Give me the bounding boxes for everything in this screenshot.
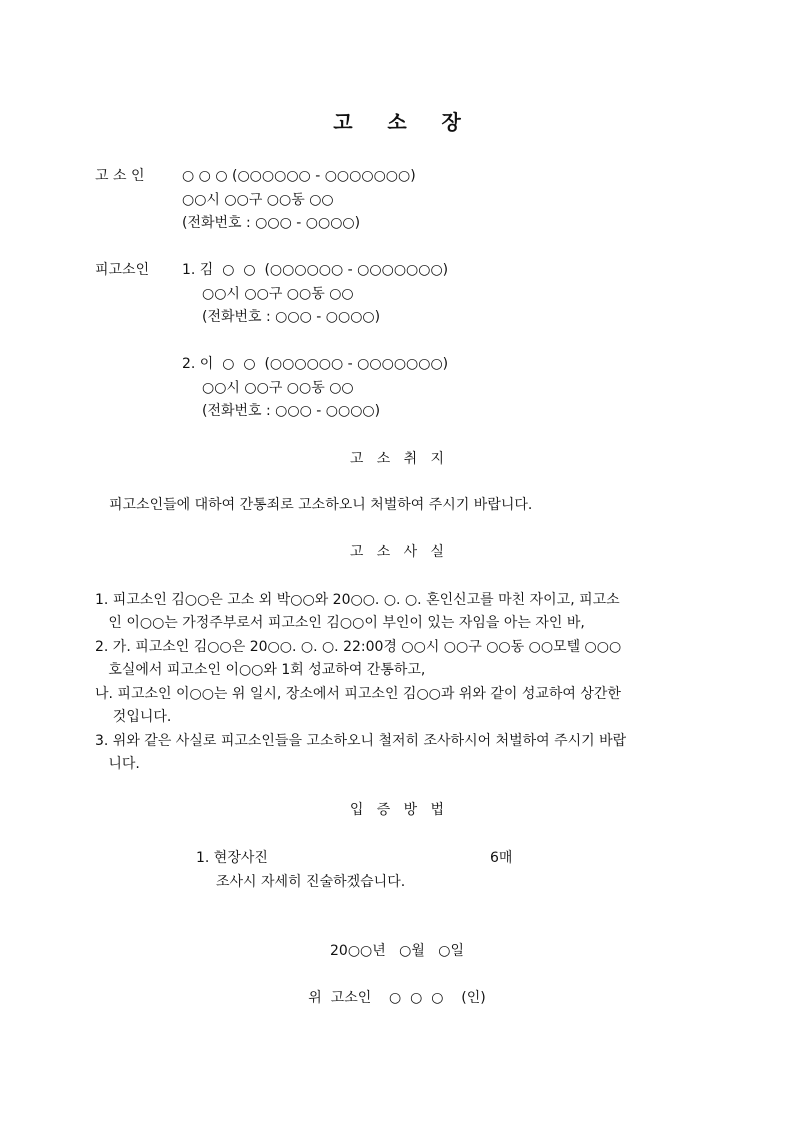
purpose-text: 피고소인들에 대하여 간통죄로 고소하오니 처벌하여 주시기 바랍니다. — [109, 497, 533, 513]
purpose-heading: 고 소 취 지 — [349, 451, 445, 467]
evidence-note: 조사시 자세히 진술하겠습니다. — [216, 874, 406, 890]
evidence-item: 1. 현장사진 — [196, 850, 268, 866]
facts-line: 인 이○○는 가정주부로서 피고소인 김○○이 부인이 있는 자임을 아는 자인 바, — [95, 615, 585, 631]
complainant-label: 고 소 인 — [95, 168, 145, 184]
facts-line: 니다. — [95, 756, 140, 772]
defendants-label: 피고소인 — [95, 262, 150, 278]
defendant-name: 2. 이 ○ ○ (○○○○○○ - ○○○○○○○) — [182, 356, 449, 372]
facts-line: 나. 피고소인 이○○는 위 일시, 장소에서 피고소인 김○○과 위와 같이 성교하여 상간한 — [95, 686, 621, 702]
facts-heading: 고 소 사 실 — [349, 544, 445, 560]
evidence-heading: 입 증 방 법 — [349, 802, 445, 818]
document-title: 고 소 장 — [333, 110, 461, 134]
facts-line: 1. 피고소인 김○○은 고소 외 박○○와 20○○. ○. ○. 혼인신고를 마친 자이고, 피고소 — [95, 592, 620, 608]
defendant-phone: (전화번호 : ○○○ - ○○○○) — [202, 309, 381, 325]
complainant-address: ○○시 ○○구 ○○동 ○○ — [182, 192, 334, 208]
evidence-count: 6매 — [490, 850, 513, 866]
complainant-phone: (전화번호 : ○○○ - ○○○○) — [182, 215, 361, 231]
facts-line: 것입니다. — [95, 709, 172, 725]
facts-line: 3. 위와 같은 사실로 피고소인들을 고소하오니 철저히 조사하시어 처벌하여 주시기 바랍 — [95, 733, 627, 749]
facts-line: 호실에서 피고소인 이○○와 1회 성교하여 간통하고, — [95, 662, 426, 678]
defendant-name: 1. 김 ○ ○ (○○○○○○ - ○○○○○○○) — [182, 262, 449, 278]
defendant-phone: (전화번호 : ○○○ - ○○○○) — [202, 403, 381, 419]
document-date: 20○○년 ○월 ○일 — [330, 943, 464, 959]
complainant-name: ○ ○ ○ (○○○○○○ - ○○○○○○○) — [182, 168, 416, 184]
signature-line: 위 고소인 ○ ○ ○ (인) — [308, 990, 486, 1006]
defendant-address: ○○시 ○○구 ○○동 ○○ — [202, 380, 354, 396]
facts-line: 2. 가. 피고소인 김○○은 20○○. ○. ○. 22:00경 ○○시 ○○구 ○○동 ○○모텔 ○○○ — [95, 639, 622, 655]
defendant-address: ○○시 ○○구 ○○동 ○○ — [202, 286, 354, 302]
